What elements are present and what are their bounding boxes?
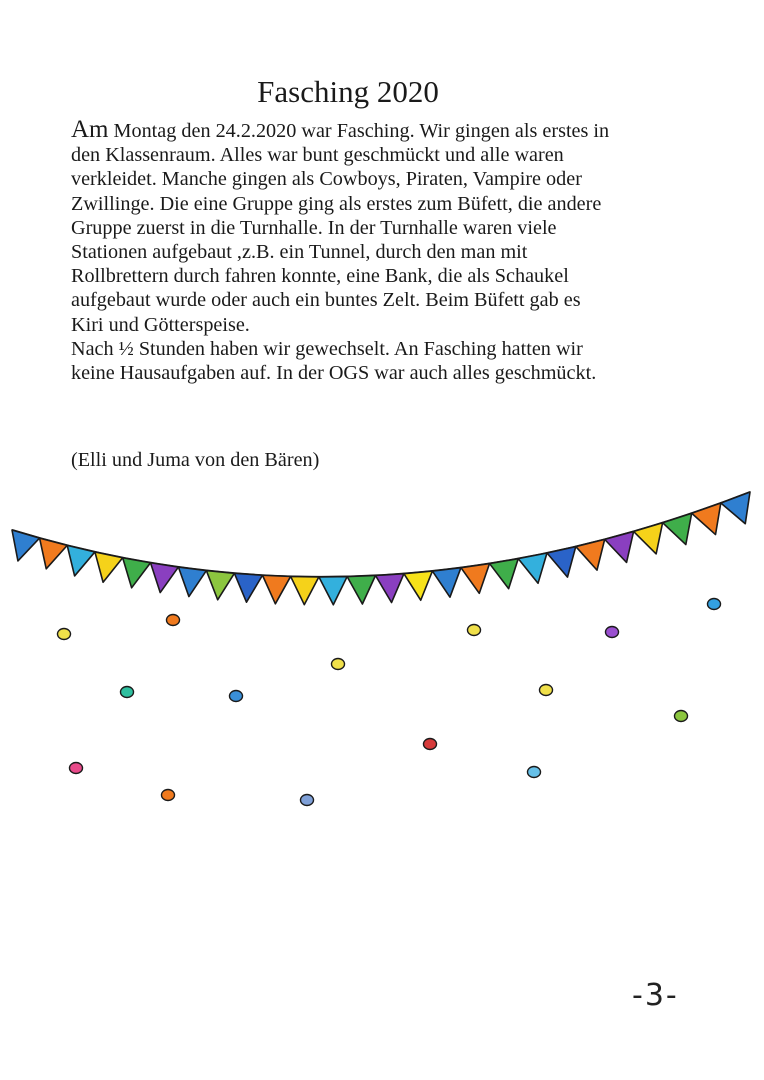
line-text: Montag den 24.2.2020 war Fasching. Wir gingen als erstes in: [108, 120, 610, 142]
pennant-flag: [518, 553, 547, 583]
paragraph-1-line: Stationen aufgebaut ,z.B. ein Tunnel, durch den man mit: [71, 241, 528, 264]
pennant-flag: [432, 568, 461, 597]
pennant-flag: [347, 576, 375, 605]
pennant-flag: [490, 559, 519, 589]
pennant-flag: [319, 577, 347, 605]
pennant-flag: [404, 571, 432, 600]
pennant-flag: [721, 492, 750, 524]
confetti-dot: [528, 767, 541, 778]
confetti-dot: [162, 790, 175, 801]
confetti-dot: [58, 629, 71, 640]
pennant-flag: [151, 563, 179, 593]
confetti-dot: [167, 615, 180, 626]
confetti-dot: [70, 763, 83, 774]
pennant-flag: [234, 573, 262, 602]
pennant-flag: [576, 539, 605, 570]
confetti-dot: [424, 739, 437, 750]
pennant-flag: [291, 576, 319, 604]
pennant-flag: [605, 531, 634, 562]
paragraph-1-line: verkleidet. Manche gingen als Cowboys, Piraten, Vampire oder: [71, 168, 582, 191]
pennant-flag: [40, 538, 68, 569]
paragraph-1-line: Rollbrettern durch fahren konnte, eine Bank, die als Schaukel: [71, 265, 569, 288]
paragraph-1-line: den Klassenraum. Alles war bunt geschmückt und alle waren: [71, 144, 564, 167]
confetti-dot: [708, 599, 721, 610]
paragraph-1-line: Zwillinge. Die eine Gruppe ging als erstes zum Büfett, die andere: [71, 192, 602, 215]
drop-word: Am: [71, 116, 109, 143]
pennant-flag: [95, 552, 123, 582]
page-number: -3-: [632, 978, 679, 1013]
confetti-dot: [332, 659, 345, 670]
confetti-dot: [540, 685, 553, 696]
paragraph-1-line: aufgebaut wurde oder auch ein buntes Zelt. Beim Büfett gab es: [71, 289, 581, 312]
confetti-dot: [606, 627, 619, 638]
confetti-dot: [230, 691, 243, 702]
pennant-flag: [178, 567, 206, 597]
paragraph-1-line: Kiri und Götterspeise.: [71, 313, 250, 336]
confetti-dots: [58, 599, 721, 806]
pennant-flag: [123, 558, 151, 588]
confetti-dot: [675, 711, 688, 722]
confetti-dot: [301, 795, 314, 806]
pennant-flag: [206, 571, 234, 600]
pennant-flag: [376, 574, 404, 603]
pennant-flag: [262, 575, 290, 604]
paragraph-1-line: Gruppe zuerst in die Turnhalle. In der Turnhalle waren viele: [71, 216, 557, 239]
author-signature: (Elli und Juma von den Bären): [71, 449, 320, 471]
pennant-flag: [692, 503, 721, 535]
pennant-flag: [634, 523, 663, 554]
pennant-flag: [663, 513, 692, 544]
pennant-flag: [67, 545, 95, 576]
pennant-flag: [461, 564, 490, 594]
pennant-flag: [12, 530, 40, 561]
confetti-dot: [121, 687, 134, 698]
paragraph-2-line: keine Hausaufgaben auf. In der OGS war auch alles geschmückt.: [71, 362, 597, 385]
page-title: Fasching 2020: [257, 74, 439, 109]
paragraph-2-line: Nach ½ Stunden haben wir gewechselt. An Fasching hatten wir: [71, 337, 583, 360]
pennant-garland: [12, 492, 750, 605]
confetti-dot: [468, 625, 481, 636]
